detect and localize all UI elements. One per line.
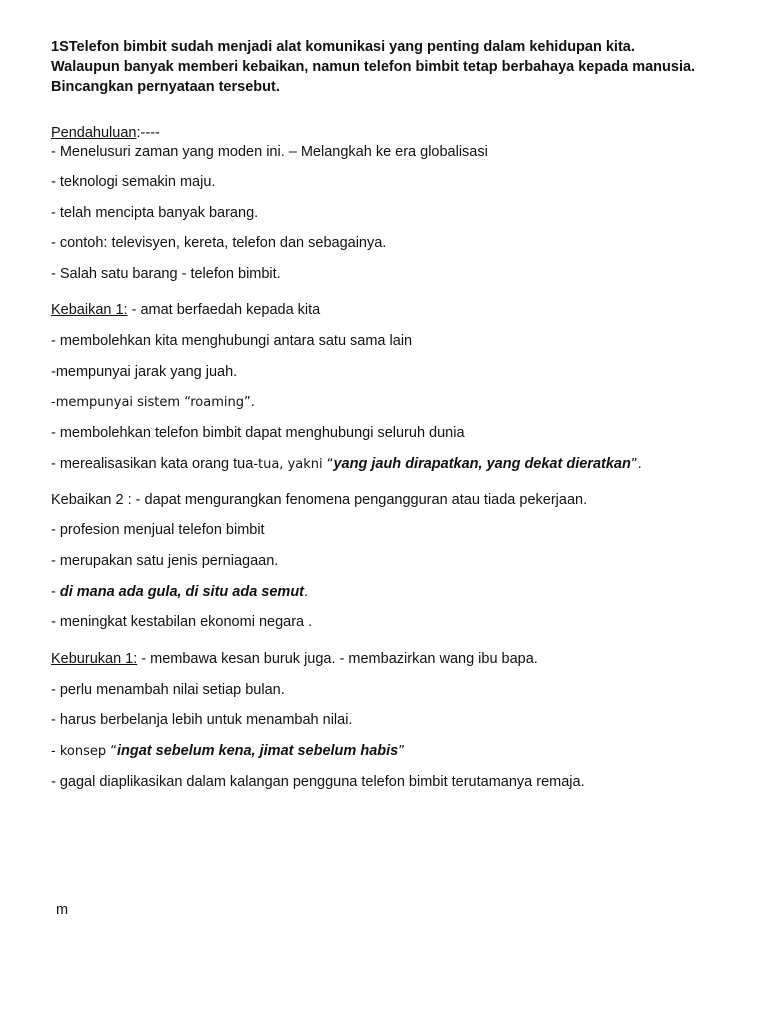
kebaikan1-point: -mempunyai jarak yang juah. bbox=[51, 364, 238, 380]
proverb: di mana ada gula, di situ ada semut bbox=[59, 584, 305, 600]
question-line-3: Bincangkan pernyataan tersebut. bbox=[51, 79, 280, 95]
keburukan1-concept-line bbox=[51, 742, 405, 761]
proverb-quote: yang jauh dirapatkan, yang dekat dieratkan bbox=[333, 456, 631, 472]
essay-question bbox=[51, 37, 751, 97]
question-line-1: 1STelefon bimbit sudah menjadi alat komunikasi yang penting dalam kehidupan kita. bbox=[51, 39, 635, 55]
keburukan1-point: - gagal diaplikasikan dalam kalangan pengguna telefon bimbit terutamanya remaja. bbox=[51, 774, 585, 790]
keburukan1-heading: Keburukan 1: bbox=[51, 651, 138, 667]
quote-prefix-alt: -tua, yakni “ bbox=[253, 457, 334, 472]
pendahuluan-point: - contoh: televisyen, kereta, telefon dan sebagainya. bbox=[51, 235, 387, 251]
pendahuluan-point: - teknologi semakin maju. bbox=[51, 174, 216, 190]
kebaikan1-quote-line bbox=[51, 455, 642, 474]
pendahuluan-point: - telah mencipta banyak barang. bbox=[51, 205, 259, 221]
concept-suffix: ” bbox=[398, 744, 405, 759]
pendahuluan-heading-suffix: :---- bbox=[136, 125, 160, 141]
concept-quote: ingat sebelum kena, jimat sebelum habis bbox=[116, 743, 399, 759]
keburukan1-heading-rest: - membawa kesan buruk juga. - membazirkan wang ibu bapa. bbox=[137, 651, 538, 667]
kebaikan1-point: -mempunyai sistem “roaming”. bbox=[51, 395, 255, 410]
stray-character: m bbox=[56, 902, 69, 918]
keburukan1-point: - perlu menambah nilai setiap bulan. bbox=[51, 682, 285, 698]
concept-prefix: - konsep “ bbox=[51, 744, 117, 759]
kebaikan2-proverb-line bbox=[51, 583, 308, 601]
kebaikan2-heading: Kebaikan 2 : - dapat mengurangkan fenomena pengangguran atau tiada pekerjaan. bbox=[51, 492, 588, 508]
pendahuluan-point: - Salah satu barang - telefon bimbit. bbox=[51, 266, 281, 282]
question-line-2: Walaupun banyak memberi kebaikan, namun telefon bimbit tetap berbahaya kepada manusia. bbox=[51, 59, 696, 75]
kebaikan1-point: - membolehkan telefon bimbit dapat menghubungi seluruh dunia bbox=[51, 425, 465, 441]
kebaikan2-point: - meningkat kestabilan ekonomi negara . bbox=[51, 614, 313, 630]
proverb-prefix: - bbox=[51, 584, 60, 600]
kebaikan1-heading-rest: - amat berfaedah kepada kita bbox=[127, 302, 321, 318]
quote-suffix: ”. bbox=[630, 457, 642, 472]
pendahuluan-point: - Menelusuri zaman yang moden ini. – Melangkah ke era globalisasi bbox=[51, 144, 488, 160]
kebaikan2-point: - profesion menjual telefon bimbit bbox=[51, 522, 265, 538]
kebaikan1-heading-line bbox=[51, 301, 320, 319]
keburukan1-heading-line bbox=[51, 650, 538, 668]
pendahuluan-heading-line bbox=[51, 124, 160, 142]
pendahuluan-heading: Pendahuluan bbox=[51, 125, 137, 141]
kebaikan1-heading: Kebaikan 1: bbox=[51, 302, 128, 318]
quote-prefix: - merealisasikan kata orang tua bbox=[51, 456, 254, 472]
proverb-suffix: . bbox=[304, 584, 309, 600]
keburukan1-point: - harus berbelanja lebih untuk menambah nilai. bbox=[51, 712, 353, 728]
kebaikan1-point: - membolehkan kita menghubungi antara satu sama lain bbox=[51, 333, 413, 349]
kebaikan2-point: - merupakan satu jenis perniagaan. bbox=[51, 553, 279, 569]
